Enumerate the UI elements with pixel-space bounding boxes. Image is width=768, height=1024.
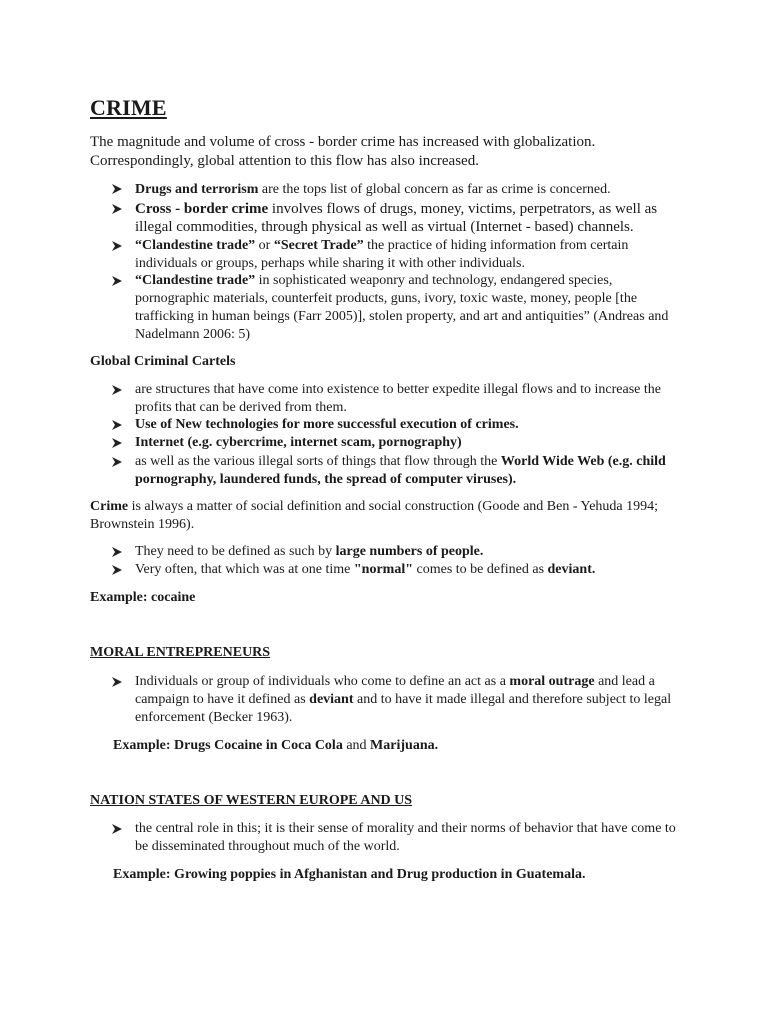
nation-example: Example: Growing poppies in Afghanistan and Drug production in Guatemala. <box>113 867 586 882</box>
page-title: CRIME <box>90 95 167 120</box>
arrowhead-bullet-icon <box>111 823 123 835</box>
arrowhead-bullet-icon <box>111 419 123 431</box>
moral-example: Example: Drugs Cocaine in Coca Cola and Marijuana. <box>113 738 439 753</box>
arrowhead-bullet-icon <box>111 437 123 449</box>
definition-line-2: Brownstein 1996). <box>90 517 195 532</box>
arrowhead-bullet-icon <box>111 546 123 558</box>
bullet-clandestine-trade: “Clandestine trade” in sophisticated weaponry and technology, endangered species, <box>135 273 613 288</box>
arrowhead-bullet-icon <box>111 384 123 396</box>
arrowhead-bullet-icon <box>111 183 123 195</box>
bullet-cross-border-crime-line-2: illegal commodities, through physical as well as virtual (Internet - based) channels. <box>135 219 634 235</box>
moral-definition-line-3: enforcement (Becker 1963). <box>135 710 293 725</box>
cartels-heading: Global Criminal Cartels <box>90 354 236 369</box>
cartels-illegal-flows: as well as the various illegal sorts of things that flow through the World Wide Web (e.g. child <box>135 454 666 469</box>
intro-line-2: Correspondingly, global attention to this flow has also increased. <box>90 153 479 169</box>
bullet-clandestine-secret-trade: “Clandestine trade” or “Secret Trade” the practice of hiding information from certain <box>135 238 629 253</box>
bullet-clandestine-trade-line-3: trafficking in human beings (Farr 2005)], stolen property, and art and antiquities” (Andreas and <box>135 309 669 324</box>
cartels-structures: are structures that have come into existence to better expedite illegal flows and to increase the <box>135 382 661 397</box>
bullet-clandestine-secret-trade-line-2: individuals or groups, perhaps while sharing it with other individuals. <box>135 256 526 271</box>
arrowhead-bullet-icon <box>111 564 123 576</box>
bullet-drugs-terrorism: Drugs and terrorism are the tops list of global concern as far as crime is concerned. <box>135 182 611 197</box>
moral-heading: MORAL ENTREPRENEURS <box>90 645 271 660</box>
arrowhead-bullet-icon <box>111 275 123 287</box>
arrowhead-bullet-icon <box>111 203 123 215</box>
definition-large-numbers: They need to be defined as such by large numbers of people. <box>135 544 484 559</box>
nation-central-role: the central role in this; it is their sense of morality and their norms of behavior that have come to <box>135 821 676 836</box>
definition-line-1: Crime is always a matter of social definition and social construction (Goode and Ben - Yehuda 1994; <box>90 499 659 514</box>
nation-central-role-line-2: be disseminated throughout much of the world. <box>135 839 400 854</box>
nation-heading: NATION STATES OF WESTERN EUROPE AND US <box>90 793 413 808</box>
definition-normal-deviant: Very often, that which was at one time "normal" comes to be defined as deviant. <box>135 562 596 577</box>
moral-definition-line-2: campaign to have it defined as deviant and to have it made illegal and therefore subject to legal <box>135 692 672 707</box>
cartels-illegal-flows-line-2: pornography, laundered funds, the spread of computer viruses). <box>135 472 517 487</box>
bullet-cross-border-crime: Cross - border crime involves flows of drugs, money, victims, perpetrators, as well as <box>135 201 658 217</box>
intro-line-1: The magnitude and volume of cross - border crime has increased with globalization. <box>90 134 596 150</box>
arrowhead-bullet-icon <box>111 676 123 688</box>
arrowhead-bullet-icon <box>111 456 123 468</box>
cartels-internet: Internet (e.g. cybercrime, internet scam, pornography) <box>135 435 462 450</box>
cartels-structures-line-2: profits that can be derived from them. <box>135 400 347 415</box>
cartels-new-technologies: Use of New technologies for more successful execution of crimes. <box>135 417 519 432</box>
bullet-clandestine-trade-line-4: Nadelmann 2006: 5) <box>135 327 251 342</box>
moral-definition: Individuals or group of individuals who come to define an act as a moral outrage and lead a <box>135 674 655 689</box>
bullet-clandestine-trade-line-2: pornographic materials, counterfeit products, guns, ivory, toxic waste, money, people [the <box>135 291 638 306</box>
definition-example: Example: cocaine <box>90 590 196 605</box>
arrowhead-bullet-icon <box>111 240 123 252</box>
